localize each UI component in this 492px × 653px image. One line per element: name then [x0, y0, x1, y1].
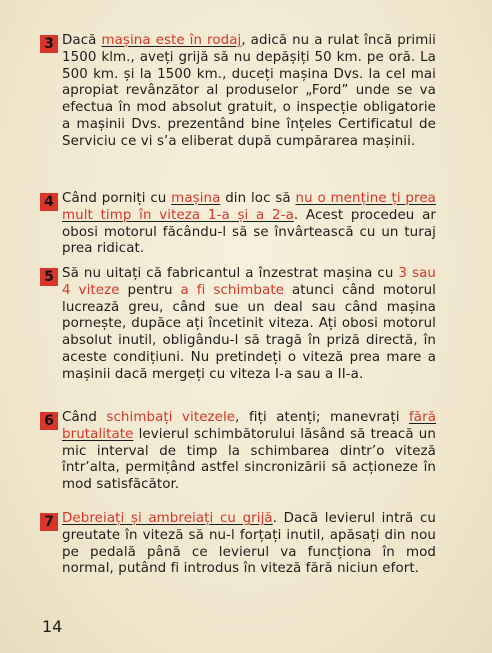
text-run: levierul schimbătorului lăsând să treacă un mic interval de timp la schimbarea dintr’o viteză într’alta, permițând astfel sincronizării să acționeze în mod satisfăcător.: [62, 426, 436, 493]
highlight-text: mașina este în rodaj: [101, 33, 242, 48]
highlight-text: Debreiați și ambreiați cu grijă: [62, 511, 273, 526]
page-number: 14: [42, 617, 63, 636]
section-number-badge: 4: [40, 193, 58, 211]
text-run: , fiți atenți; manevrați: [235, 410, 409, 425]
text-run: Să nu uitați că fabricantul a înzestrat mașina cu: [62, 266, 399, 281]
text-run: Când porniți cu: [62, 191, 172, 206]
text-run: Când: [62, 410, 107, 425]
section-5: [44, 266, 437, 384]
text-run: , adică nu a rulat încă primii 1500 klm., aveți grijă să nu depășiți 50 km. pe oră. La 500 km. și la 1500 km., duceți mașina Dvs. la cel mai apropiat revânzător al produselor „Ford” unde se va efectua în mod absolut gratuit, o inspecție obligatorie a mașinii Dvs. prezentând bine înțeles Certificatul de Serviciu ce vi s’a eliberat după cumpărarea mașinii.: [62, 33, 437, 149]
highlight-text: schimbați vitezele: [106, 410, 236, 425]
highlight-text: nu o menține: [295, 191, 387, 206]
section-number-badge: 3: [40, 35, 58, 53]
section-7: [44, 511, 436, 578]
section-text: [62, 410, 436, 494]
text-run: . Acest procedeu ar obosi motorul făcându-l să se învârtească cu un turaj prea ridicat.: [62, 207, 436, 257]
section-number-badge: 6: [40, 412, 58, 430]
text-run: atunci când motorul lucrează greu, când sue un deal sau când mașina pornește, dupăce ați încetinit viteza. Ați obosi motorul absolut inutil, obligându-l să tragă în priză directă, în aceste condițiuni. Nu pretindeți o viteză prea mare a mașinii dacă mergeți cu viteza I-a sau a II-a.: [62, 282, 437, 382]
section-text: [62, 33, 436, 151]
section-text: [62, 511, 436, 578]
highlight-text: mașina: [171, 191, 221, 206]
highlight-text: ți prea mult timp în viteza 1-a și a 2-a: [62, 191, 436, 223]
highlight-text: a fi schimbate: [180, 282, 285, 298]
text-run: din loc să: [220, 191, 296, 206]
section-3: [44, 33, 437, 151]
section-text: [62, 266, 436, 384]
highlight-text: 3 sau 4 viteze: [62, 266, 436, 298]
section-4: [44, 191, 436, 258]
text-run: pentru: [119, 282, 181, 298]
section-number-badge: 5: [40, 268, 58, 286]
section-6: [44, 410, 436, 494]
text-run: . Dacă levierul intră cu greutate în viteză să nu-l forțați inutil, apăsați din nou pe pedală până ce levierul va funcționa în mod normal, putând fi introdus în viteză fără niciun efort.: [62, 511, 436, 577]
highlight-text: fără brutalitate: [62, 410, 436, 442]
section-number-badge: 7: [40, 513, 58, 531]
text-run: Dacă: [62, 33, 102, 48]
section-text: [62, 191, 436, 258]
